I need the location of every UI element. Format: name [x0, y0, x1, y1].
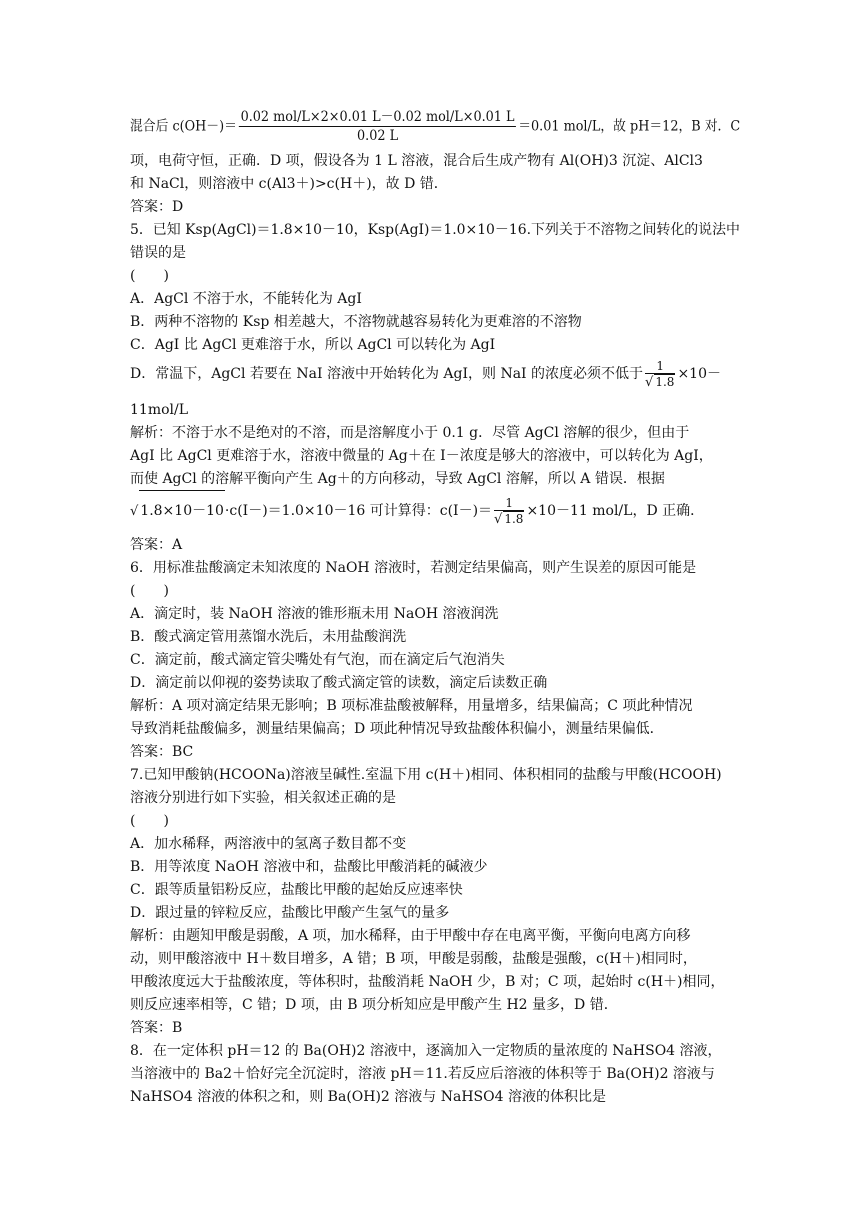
fraction-denominator — [645, 374, 675, 390]
fraction — [239, 108, 517, 145]
text-span: ×10－ — [677, 366, 721, 382]
q5-answer: 答案：A — [130, 537, 183, 553]
q5-option-a: A．AgCl 不溶于水，不能转化为 AgI — [130, 291, 362, 307]
radical-sign: √ — [645, 374, 654, 390]
q5-explanation-line2: AgI 比 AgCl 更难溶于水，溶液中微量的 Ag＋在 I－浓度是够大的溶液中，可以转化为 AgI， — [130, 448, 713, 464]
q5-option-b: B．两种不溶物的 Ksp 相差越大，不溶物就越容易转化为更难溶的不溶物 — [130, 314, 582, 330]
text-span: D．常温下，AgCl 若要在 NaI 溶液中开始转化为 AgI，则 NaI 的浓度必须不低于 — [130, 366, 644, 382]
q6-option-d: D．滴定前以仰视的姿势读取了酸式滴定管的读数，滴定后读数正确 — [130, 675, 548, 691]
fraction — [645, 359, 675, 390]
fraction-numerator: 1 — [645, 359, 675, 374]
radical-sign: √ — [130, 504, 139, 519]
fraction — [494, 496, 524, 527]
q4-explanation-line1 — [130, 108, 740, 145]
text-span: 混合后 c(OH－)＝ — [130, 118, 237, 135]
text-span: ＝0.01 mol/L，故 pH＝12，B 对．C — [518, 118, 741, 135]
q6-option-a: A．滴定时，装 NaOH 溶液的锥形瓶未用 NaOH 溶液润洗 — [130, 606, 499, 622]
q7-option-c: C．跟等质量铝粉反应，盐酸比甲酸的起始反应速率快 — [130, 882, 463, 898]
radicand: 1.8 — [655, 374, 675, 389]
fraction-numerator: 1 — [494, 496, 524, 511]
q5-stem-line1: 5．已知 Ksp(AgCl)＝1.8×10－10，Ksp(AgI)＝1.0×10－16.下列关于不溶物之间转化的说法中 — [130, 222, 740, 238]
q4-explanation-line2: 项，电荷守恒，正确．D 项，假设各为 1 L 溶液，混合后生成产物有 Al(OH)3 沉淀、AlCl3 — [130, 153, 703, 169]
q7-answer-paren: ( ) — [130, 813, 169, 829]
q7-answer: 答案：B — [130, 1020, 183, 1036]
fraction-denominator: 0.02 L — [357, 128, 399, 144]
q6-option-b: B．酸式滴定管用蒸馏水洗后，未用盐酸润洗 — [130, 629, 407, 645]
q7-stem-line2: 溶液分别进行如下实验，相关叙述正确的是 — [130, 790, 396, 806]
q7-explanation-line2: 动，则甲酸溶液中 H＋数目增多，A 错；B 项，甲酸是弱酸，盐酸是强酸，c(H＋)相同时， — [130, 951, 697, 967]
document-page — [130, 0, 740, 1216]
q5-option-d-cont: 11mol/L — [130, 402, 189, 418]
radicand: 1.8×10－10 — [139, 490, 225, 531]
q5-answer-paren: ( ) — [130, 268, 169, 284]
q7-option-d: D．跟过量的锌粒反应，盐酸比甲酸产生氢气的量多 — [130, 905, 450, 921]
q7-explanation-line4: 则反应速率相等，C 错；D 项，由 B 项分析知应是甲酸产生 H2 量多，D 错． — [130, 997, 618, 1013]
q4-answer: 答案：D — [130, 199, 184, 215]
text-span: ·c(I－)＝1.0×10－16 可计算得：c(I－)＝ — [224, 503, 493, 519]
q7-explanation-line1: 解析：由题知甲酸是弱酸，A 项，加水稀释，由于甲酸中存在电离平衡，平衡向电离方向移 — [130, 928, 691, 944]
q7-option-b: B．用等浓度 NaOH 溶液中和，盐酸比甲酸消耗的碱液少 — [130, 859, 488, 875]
q8-stem-line1: 8．在一定体积 pH＝12 的 Ba(OH)2 溶液中，逐滴加入一定物质的量浓度的 NaHSO4 溶液， — [130, 1043, 722, 1059]
q5-option-d — [130, 356, 721, 392]
radical-sign: √ — [494, 511, 503, 527]
q6-answer-paren: ( ) — [130, 583, 169, 599]
q7-explanation-line3: 甲酸浓度远大于盐酸浓度，等体积时，盐酸消耗 NaOH 少，B 对；C 项，起始时 c(H＋)相同， — [130, 974, 725, 990]
q6-explanation-line1: 解析：A 项对滴定结果无影响；B 项标准盐酸被解释，用量增多，结果偏高；C 项此种情况 — [130, 698, 693, 714]
q6-answer: 答案：BC — [130, 744, 194, 760]
q6-explanation-line2: 导致消耗盐酸偏多，测量结果偏高；D 项此种情况导致盐酸体积偏小，测量结果偏低． — [130, 721, 664, 737]
q8-stem-line3: NaHSO4 溶液的体积之和，则 Ba(OH)2 溶液与 NaHSO4 溶液的体积比是 — [130, 1089, 606, 1105]
fraction-denominator — [494, 511, 524, 527]
text-span: ×10－11 mol/L，D 正确． — [526, 503, 705, 519]
q7-stem-line1: 7.已知甲酸钠(HCOONa)溶液呈碱性.室温下用 c(H＋)相同、体积相同的盐酸与甲酸(HCOOH) — [130, 767, 722, 783]
fraction-numerator: 0.02 mol/L×2×0.01 L－0.02 mol/L×0.01 L — [240, 109, 515, 125]
q5-explanation-line1: 解析：不溶于水不是绝对的不溶，而是溶解度小于 0.1 g．尽管 AgCl 溶解的很少，但由于 — [130, 425, 690, 441]
q6-stem: 6．用标准盐酸滴定未知浓度的 NaOH 溶液时，若测定结果偏高，则产生误差的原因可能是 — [130, 560, 697, 576]
radicand: 1.8 — [504, 511, 524, 526]
q5-explanation-line4 — [130, 490, 704, 532]
q6-option-c: C．滴定前，酸式滴定管尖嘴处有气泡，而在滴定后气泡消失 — [130, 652, 505, 668]
q8-stem-line2: 当溶液中的 Ba2＋恰好完全沉淀时，溶液 pH＝11.若反应后溶液的体积等于 Ba(OH)2 溶液与 — [130, 1066, 715, 1082]
q5-option-c: C．AgI 比 AgCl 更难溶于水，所以 AgCl 可以转化为 AgI — [130, 337, 496, 353]
q4-explanation-line3: 和 NaCl，则溶液中 c(Al3＋)>c(H＋)，故 D 错． — [130, 176, 448, 192]
q5-explanation-line3: 而使 AgCl 的溶解平衡向产生 Ag＋的方向移动，导致 AgCl 溶解，所以 A 错误．根据 — [130, 471, 665, 487]
q7-option-a: A．加水稀释，两溶液中的氢离子数目都不变 — [130, 836, 407, 852]
q5-stem-line2: 错误的是 — [130, 245, 186, 261]
